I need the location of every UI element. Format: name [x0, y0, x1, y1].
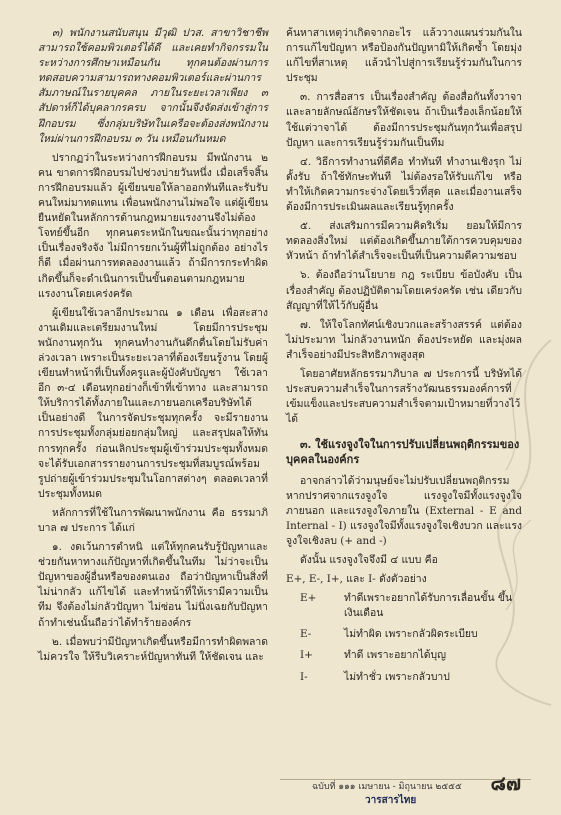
page-number: ๘๗ [490, 771, 521, 795]
list-key: I- [300, 670, 308, 683]
paragraph: ๖. ต้องถือว่านโยบาย กฎ ระเบียบ ข้อบังคับ เป็นเรื่องสำคัญ ต้องปฏิบัติตามโดยเคร่งครัด เช่น เดียวกับสัญญาที่ให้ไว้กับผู้อื่น [286, 269, 522, 312]
list-item [300, 670, 522, 685]
paragraph: ๓. การสื่อสาร เป็นเรื่องสำคัญ ต้องสื่อกันทั้งวาจาและลายลักษณ์อักษรให้ชัดเจน ถ้าเป็นเรื่องเล็กน้อยให้ใช้แต่วาจาได้ ต้องมีการประชุมกันทุกวันเพื่อสรุปปัญหา และการเรียนรู้ร่วมกันเป็นทีม [286, 91, 522, 149]
issue-info: ฉบับที่ ๑๑๑ เมษายน - มิถุนายน ๒๕๕๕ [312, 782, 462, 792]
paragraph: ผู้เขียนใช้เวลาอีกประมาณ ๑ เดือน เพื่อสะสางงานเดิมและเตรียมงานใหม่ โดยมีการประชุมพนักงานทุกวัน ทุกคนทำงานกันดึกดื่นโดยไม่รับค่าล่วงเวลา เพราะเป็นระยะเวลาที่ต้องเรียนรู้งาน โดยผู้เขียนทำหน้าที่เป็นทั้งครูและผู้บังคับบัญชา ใช้เวลาอีก ๓-๔ เดือนทุกอย่างก็เข้าที่เข้าทาง และสามารถให้บริการได้ทั้งภายในและภายนอกเครือบริษัทได้เป็นอย่างดี ในการจัดประชุมทุกครั้ง จะมีรายงานการประชุมทั้งกลุ่มย่อยกลุ่มใหญ่ และสรุปผลให้ทันการทุกครั้ง ก่อนเลิกประชุมผู้เข้าร่วมประชุมทั้งหมดจะได้รับเอกสารรายงานการประชุมที่สมบูรณ์พร้อมรูปถ่ายผู้เข้าร่วมประชุมในโอกาสต่างๆ ตลอดเวลาที่ประชุมทั้งหมด [38, 306, 268, 500]
list-item [300, 648, 522, 663]
left-column [38, 26, 268, 669]
paragraph: โดยอาศัยหลักธรรมาภิบาล ๗ ประการนี้ บริษัทได้ประสบความสำเร็จในการสร้างวัฒนธรรมองค์การที่เข้มแข็งและประสบความสำเร็จตามเป้าหมายที่วางไว้ได้ [286, 367, 522, 426]
paragraph: E+, E-, I+, และ I- ดังตัวอย่าง [286, 573, 427, 586]
list-key: E- [300, 628, 312, 641]
list-value: ทำดี เพราะอยากได้บุญ [344, 649, 447, 662]
list-key: I+ [300, 649, 313, 662]
page-footer [0, 771, 561, 815]
list-value: ไม่ทำผิด เพราะกลัวผิดระเบียบ [344, 628, 478, 641]
paragraph: ดังนั้น แรงจูงใจจึงมี ๔ แบบ คือ [300, 554, 438, 566]
paragraph: ๕. ส่งเสริมการมีความคิดริเริ่ม ยอมให้มีการทดลองสิ่งใหม่ แต่ต้องเกิดขึ้นภายใต้การควบคุมของหัวหน้า ถ้าทำได้สำเร็จจะเป็นที่เป็นความดีความชอบ [286, 220, 522, 263]
publication-logo: วารสารไทย [365, 795, 417, 806]
motivation-list [300, 591, 522, 684]
paragraph: ปรากฏว่าในระหว่างการฝึกอบรม มีพนักงาน ๒ คน ขาดการฝึกอบรมไปช่วงบ่ายวันหนึ่ง เมื่อเสร็จสิ้นการฝึกอบรมแล้ว ผู้เขียนขอให้ลาออกทันทีและรับรับคนใหม่มาทดแทน เพื่อนพนักงานไม่พอใจ แต่ผู้เขียนยืนหยัดในหลักการด้านกฎหมายแรงงานจึงไม่ต้องโจทย์ขึ้นอีก ทุกคนตระหนักในขณะนั้นว่าทุกอย่างเป็นเรื่องจริงจัง ไม่มีการยกเว้นผู้ที่ไม่ถูกต้อง อย่างไรก็ดี เมื่อผ่านการทดลองงานแล้ว ถ้ามีการกระทำผิดเกิดขึ้นก็จะดำเนินการเป็นขั้นตอนตามกฎหมายแรงงานโดยเคร่งครัด [38, 151, 268, 300]
paragraph: ค้นหาสาเหตุว่าเกิดจากอะไร แล้ววางแผนร่วมกันในการแก้ไขปัญหา หรือป้องกันปัญหามิให้เกิดซ้ำ โดยมุ่งแก้ไขที่สาเหตุ แล้วนำไปสู่การเรียนรู้ร่วมกันในการประชุม [286, 27, 522, 85]
right-column [286, 26, 522, 691]
list-item [300, 627, 522, 642]
paragraph: ๒. เมื่อพบว่ามีปัญหาเกิดขึ้นหรือมีการทำผิดพลาด ไม่ควรใจ ให้รีบวิเคราะห์ปัญหาทันที ให้ชัดเจน และ [38, 635, 268, 663]
list-item [300, 591, 522, 621]
list-value: ไม่ทำชั่ว เพราะกลัวบาป [344, 670, 450, 683]
list-key: E+ [300, 592, 317, 605]
paragraph: อาจกล่าวได้ว่ามนุษย์จะไม่ปรับเปลี่ยนพฤติกรรม หากปราศจากแรงจูงใจ แรงจูงใจมีทั้งแรงจูงใจภายนอก และแรงจูงใจภายใน (External - E and Internal - I) แรงจูงใจมีทั้งแรงจูงใจเชิงบวก และแรงจูงใจเชิงลบ (+ and -) [286, 474, 522, 547]
list-value: ทำดีเพราะอยากได้รับการเลื่อนขั้น ขึ้นเงินเดือน [344, 592, 513, 620]
paragraph: หลักการที่ใช้ในการพัฒนาพนักงาน คือ ธรรมาภิบาล ๗ ประการ ได้แก่ [38, 506, 268, 534]
paragraph: ๓) พนักงานสนับสนุน มีวุฒิ ปวส. สาขาวิชาชีพ สามารถใช้คอมพิวเตอร์ได้ดี และเคยทำกิจกรรมในระหว่างการศึกษาเหมือนกัน ทุกคนต้องผ่านการทดสอบความสามารถทางคอมพิวเตอร์และผ่านการสัมภาษณ์ในรายบุคคล ภายในระยะเวลาเพียง ๓ สัปดาห์ก็ได้บุคลากรครบ จากนั้นจึงจัดส่งเข้าสู่การฝึกอบรม ซึ่งกลุ่มบริษัทในเครือจะต้องส่งพนักงานใหม่ผ่านการฝึกอบรม ๓ วัน เหมือนกันหมด [38, 27, 268, 145]
paragraph: ๑. งดเว้นการตำหนิ แต่ให้ทุกคนรับรู้ปัญหาและช่วยกันหาทางแก้ปัญหาที่เกิดขึ้นในทีม ไม่ว่าจะเป็นปัญหาของผู้อื่นหรือของตนเอง ถือว่าปัญหาเป็นสิ่งที่ไม่น่ากลัว แก้ไขได้ และทำหน้าที่ให้เรามีความเป็นทีม จึงต้องไม่กลัวปัญหา ไม่ซ่อน ไม่นิ่งเฉยกับปัญหา ถ้าทำเช่นนั้นถือว่าได้ทำร้ายองค์กร [38, 541, 268, 629]
paragraph: ๔. วิธีการทำงานที่ดีคือ ทำทันที ทำงานเชิงรุก ไม่ตั้งรับ ถ้าใช้ทักษะทันที ไม่ต้องรอให้รับแก้ไข หรือทำให้เกิดความกระจ่างโดยเร็วที่สุด และเมื่องานเสร็จต้องมีการประเมินผลและเรียนรู้ทุกครั้ง [286, 155, 522, 214]
section-heading: ๓. ใช้แรงจูงใจในการปรับเปลี่ยนพฤติกรรมของบุคคลในองค์กร [286, 438, 520, 467]
paragraph: ๗. ให้ใจโลกทัศน์เชิงบวกและสร้างสรรค์ แต่ต้องไม่ประมาท ไม่กลัวงานหนัก ต้องประหยัด และมุ่งผลสำเร็จอย่างมีประสิทธิภาพสูงสุด [286, 318, 522, 361]
